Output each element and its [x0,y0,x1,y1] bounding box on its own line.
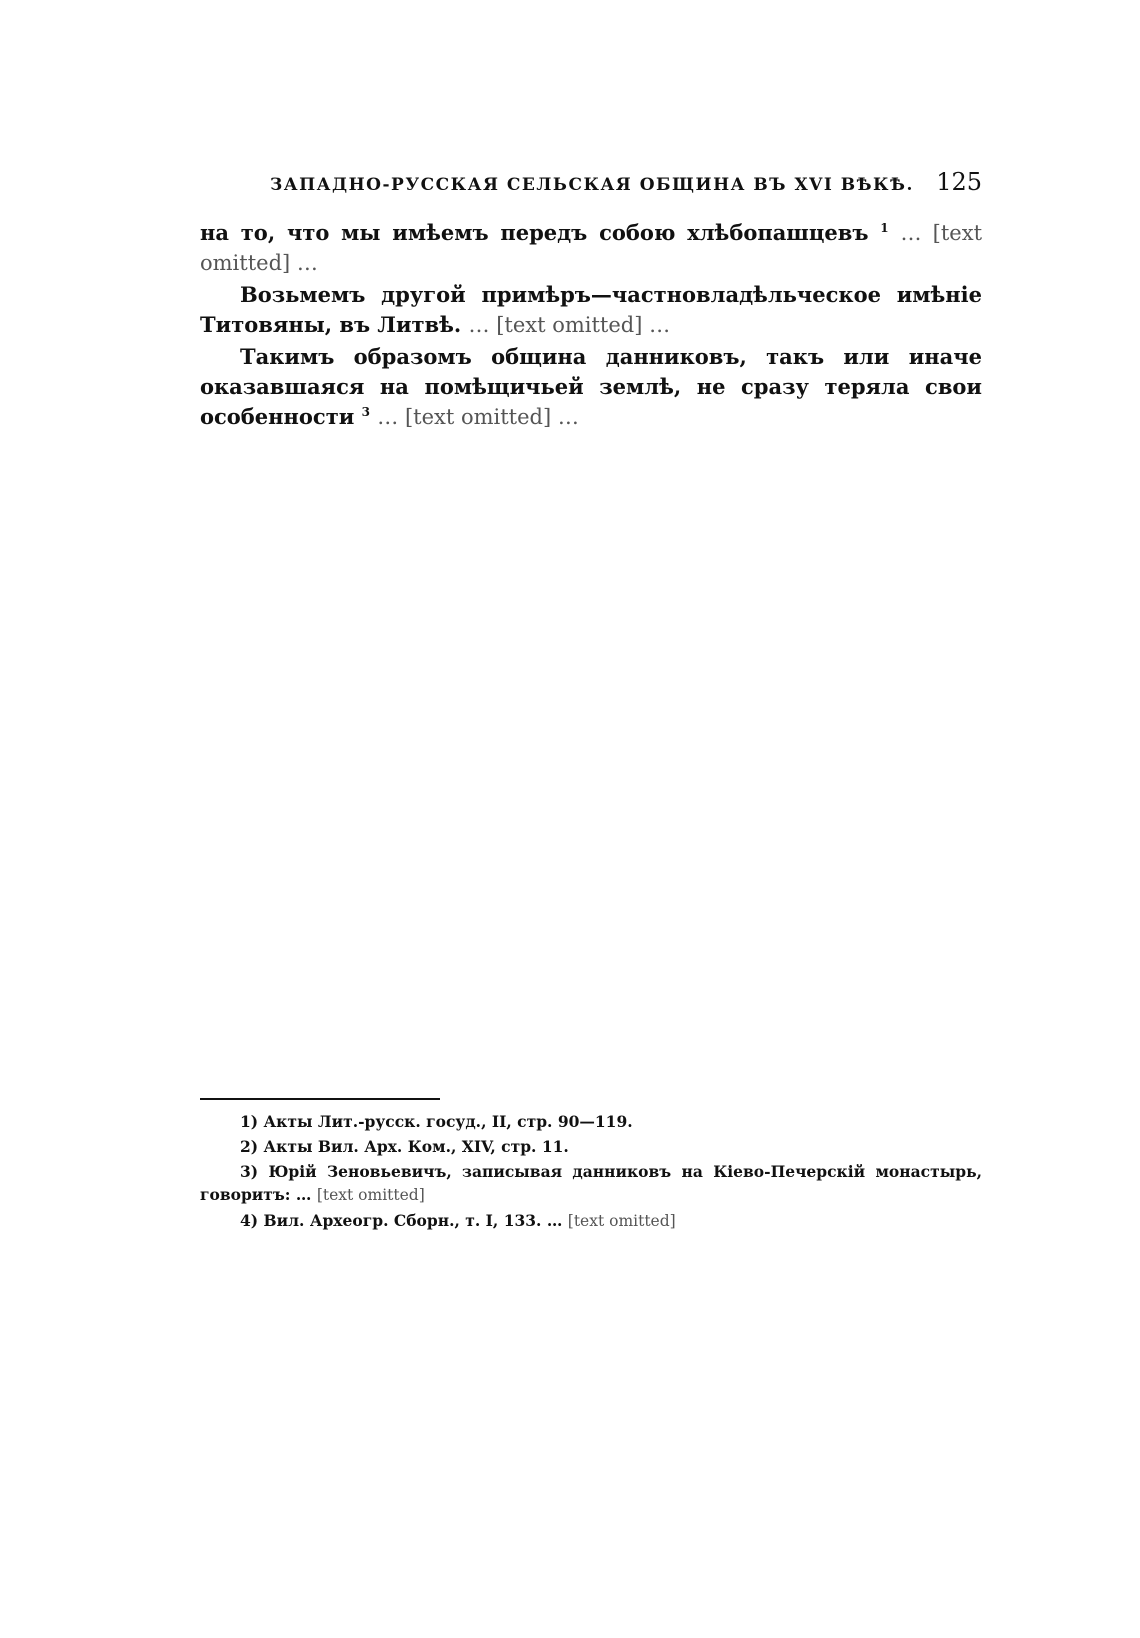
footnote: 3) Юрій Зеновьевичъ, записывая данниковъ на Кіево-Печерскій монастырь, говоритъ: … [text omitted] [200,1162,982,1204]
footnote-divider [200,1098,440,1100]
elision-marker: … [text omitted] … [377,405,579,429]
footnote-ref: 3 [361,405,370,419]
footnote: 4) Вил. Археогр. Сборн., т. I, 133. … [text omitted] [240,1211,676,1230]
elision-marker: [text omitted] [316,1186,425,1204]
footnote: 2) Акты Вил. Арх. Ком., XIV, стр. 11. [240,1137,569,1156]
footnote: 1) Акты Лит.-русск. госуд., II, стр. 90—119. [240,1112,633,1131]
body-text [200,218,982,434]
elision-marker: … [text omitted] … [468,313,671,337]
paragraph: Такимъ образомъ община данниковъ, такъ или иначе оказавшаяся на помѣщичьей землѣ, не сразу теряла свои особенности $^3$ … [text omitted] … [200,344,982,429]
running-head: ЗАПАДНО-РУССКАЯ СЕЛЬСКАЯ ОБЩИНА ВЪ XVI ВѢКѢ. [270,175,914,195]
footnotes [200,1110,982,1235]
page-number: 125 [936,168,982,196]
page-header [270,168,982,196]
footnote-ref: 1 [880,221,889,235]
paragraph: на то, что мы имѣемъ передъ собою хлѣбопашцевъ $^1$ … [text omitted] … [200,220,983,275]
elision-marker: [text omitted] [567,1212,676,1230]
paragraph: Возьмемъ другой примѣръ—частновладѣльческое имѣніе Титовяны, въ Литвѣ. … [text omitted] … [200,282,982,337]
elision-marker: … [text omitted] … [200,221,983,275]
